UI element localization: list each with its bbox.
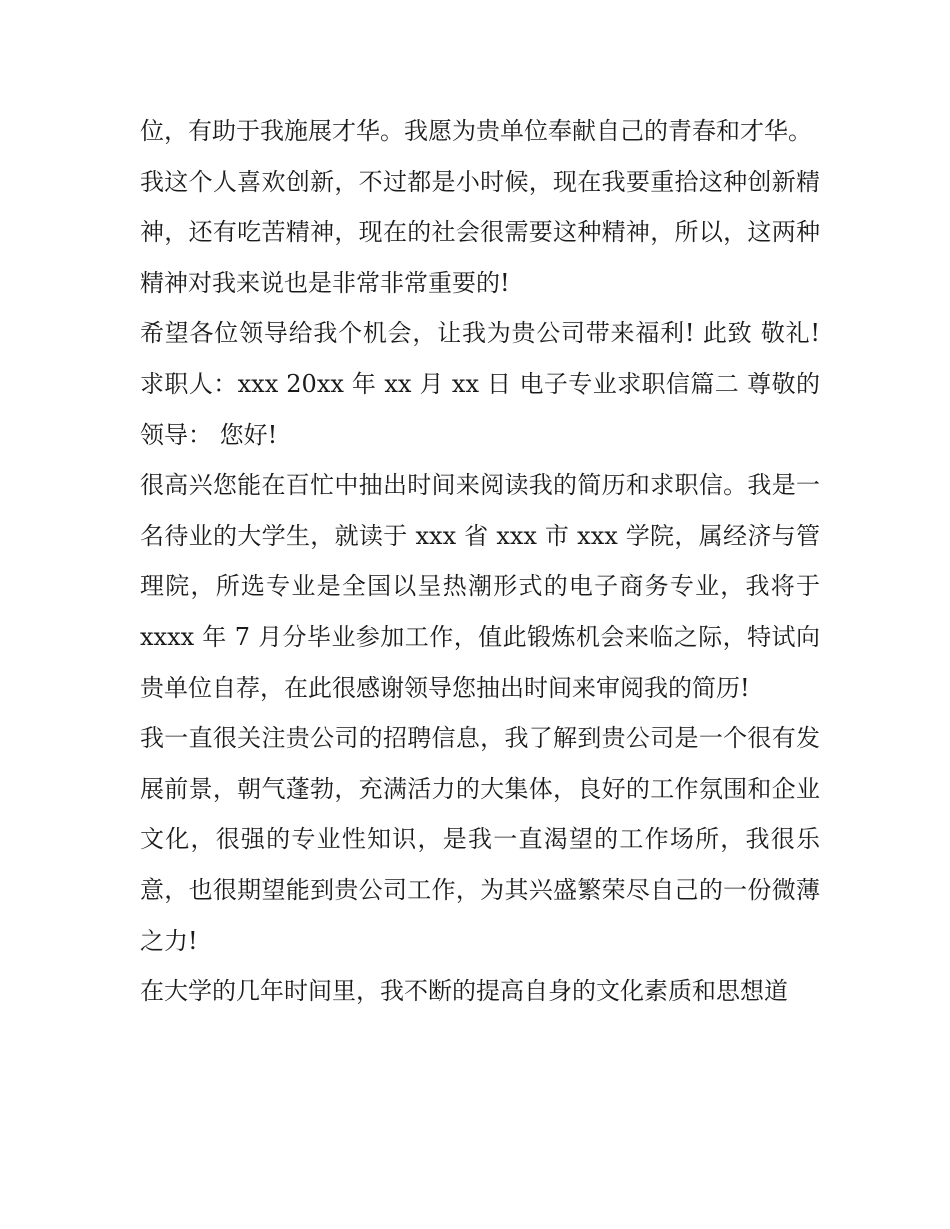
paragraph-4: 很高兴您能在百忙中抽出时间来阅读我的简历和求职信。我是一名待业的大学生，就读于 xxx 省 xxx 市 xxx 学院，属经济与管理院，所选专业是全国以呈热潮形式的电子商务专业，我将于 xxxx 年 7 月分毕业参加工作，值此锻炼机会来临之际，特试向贵单位自荐，在此很感谢领导您抽出时间来审阅我的简历!: [140, 471, 820, 702]
paragraph-1: 位，有助于我施展才华。我愿为贵单位奉献自己的青春和才华。: [140, 117, 812, 145]
paragraph-5: 我一直很关注贵公司的招聘信息，我了解到贵公司是一个很有发展前景，朝气蓬勃，充满活力的大集体，良好的工作氛围和企业文化，很强的专业性知识，是我一直渴望的工作场所，我很乐意，也很期望能到贵公司工作，为其兴盛繁荣尽自己的一份微薄之力!: [140, 724, 820, 955]
paragraph-3: 希望各位领导给我个机会，让我为贵公司带来福利! 此致 敬礼! 求职人：xxx 20xx 年 xx 月 xx 日 电子专业求职信篇二 尊敬的领导： 您好!: [140, 319, 820, 449]
paragraph-2: 我这个人喜欢创新，不过都是小时候，现在我要重拾这种创新精神，还有吃苦精神，现在的社会很需要这种精神，所以，这两种精神对我来说也是非常非常重要的!: [140, 167, 820, 297]
document-body: [140, 106, 820, 1017]
paragraph-6: 在大学的几年时间里，我不断的提高自身的文化素质和思想道: [140, 977, 788, 1006]
